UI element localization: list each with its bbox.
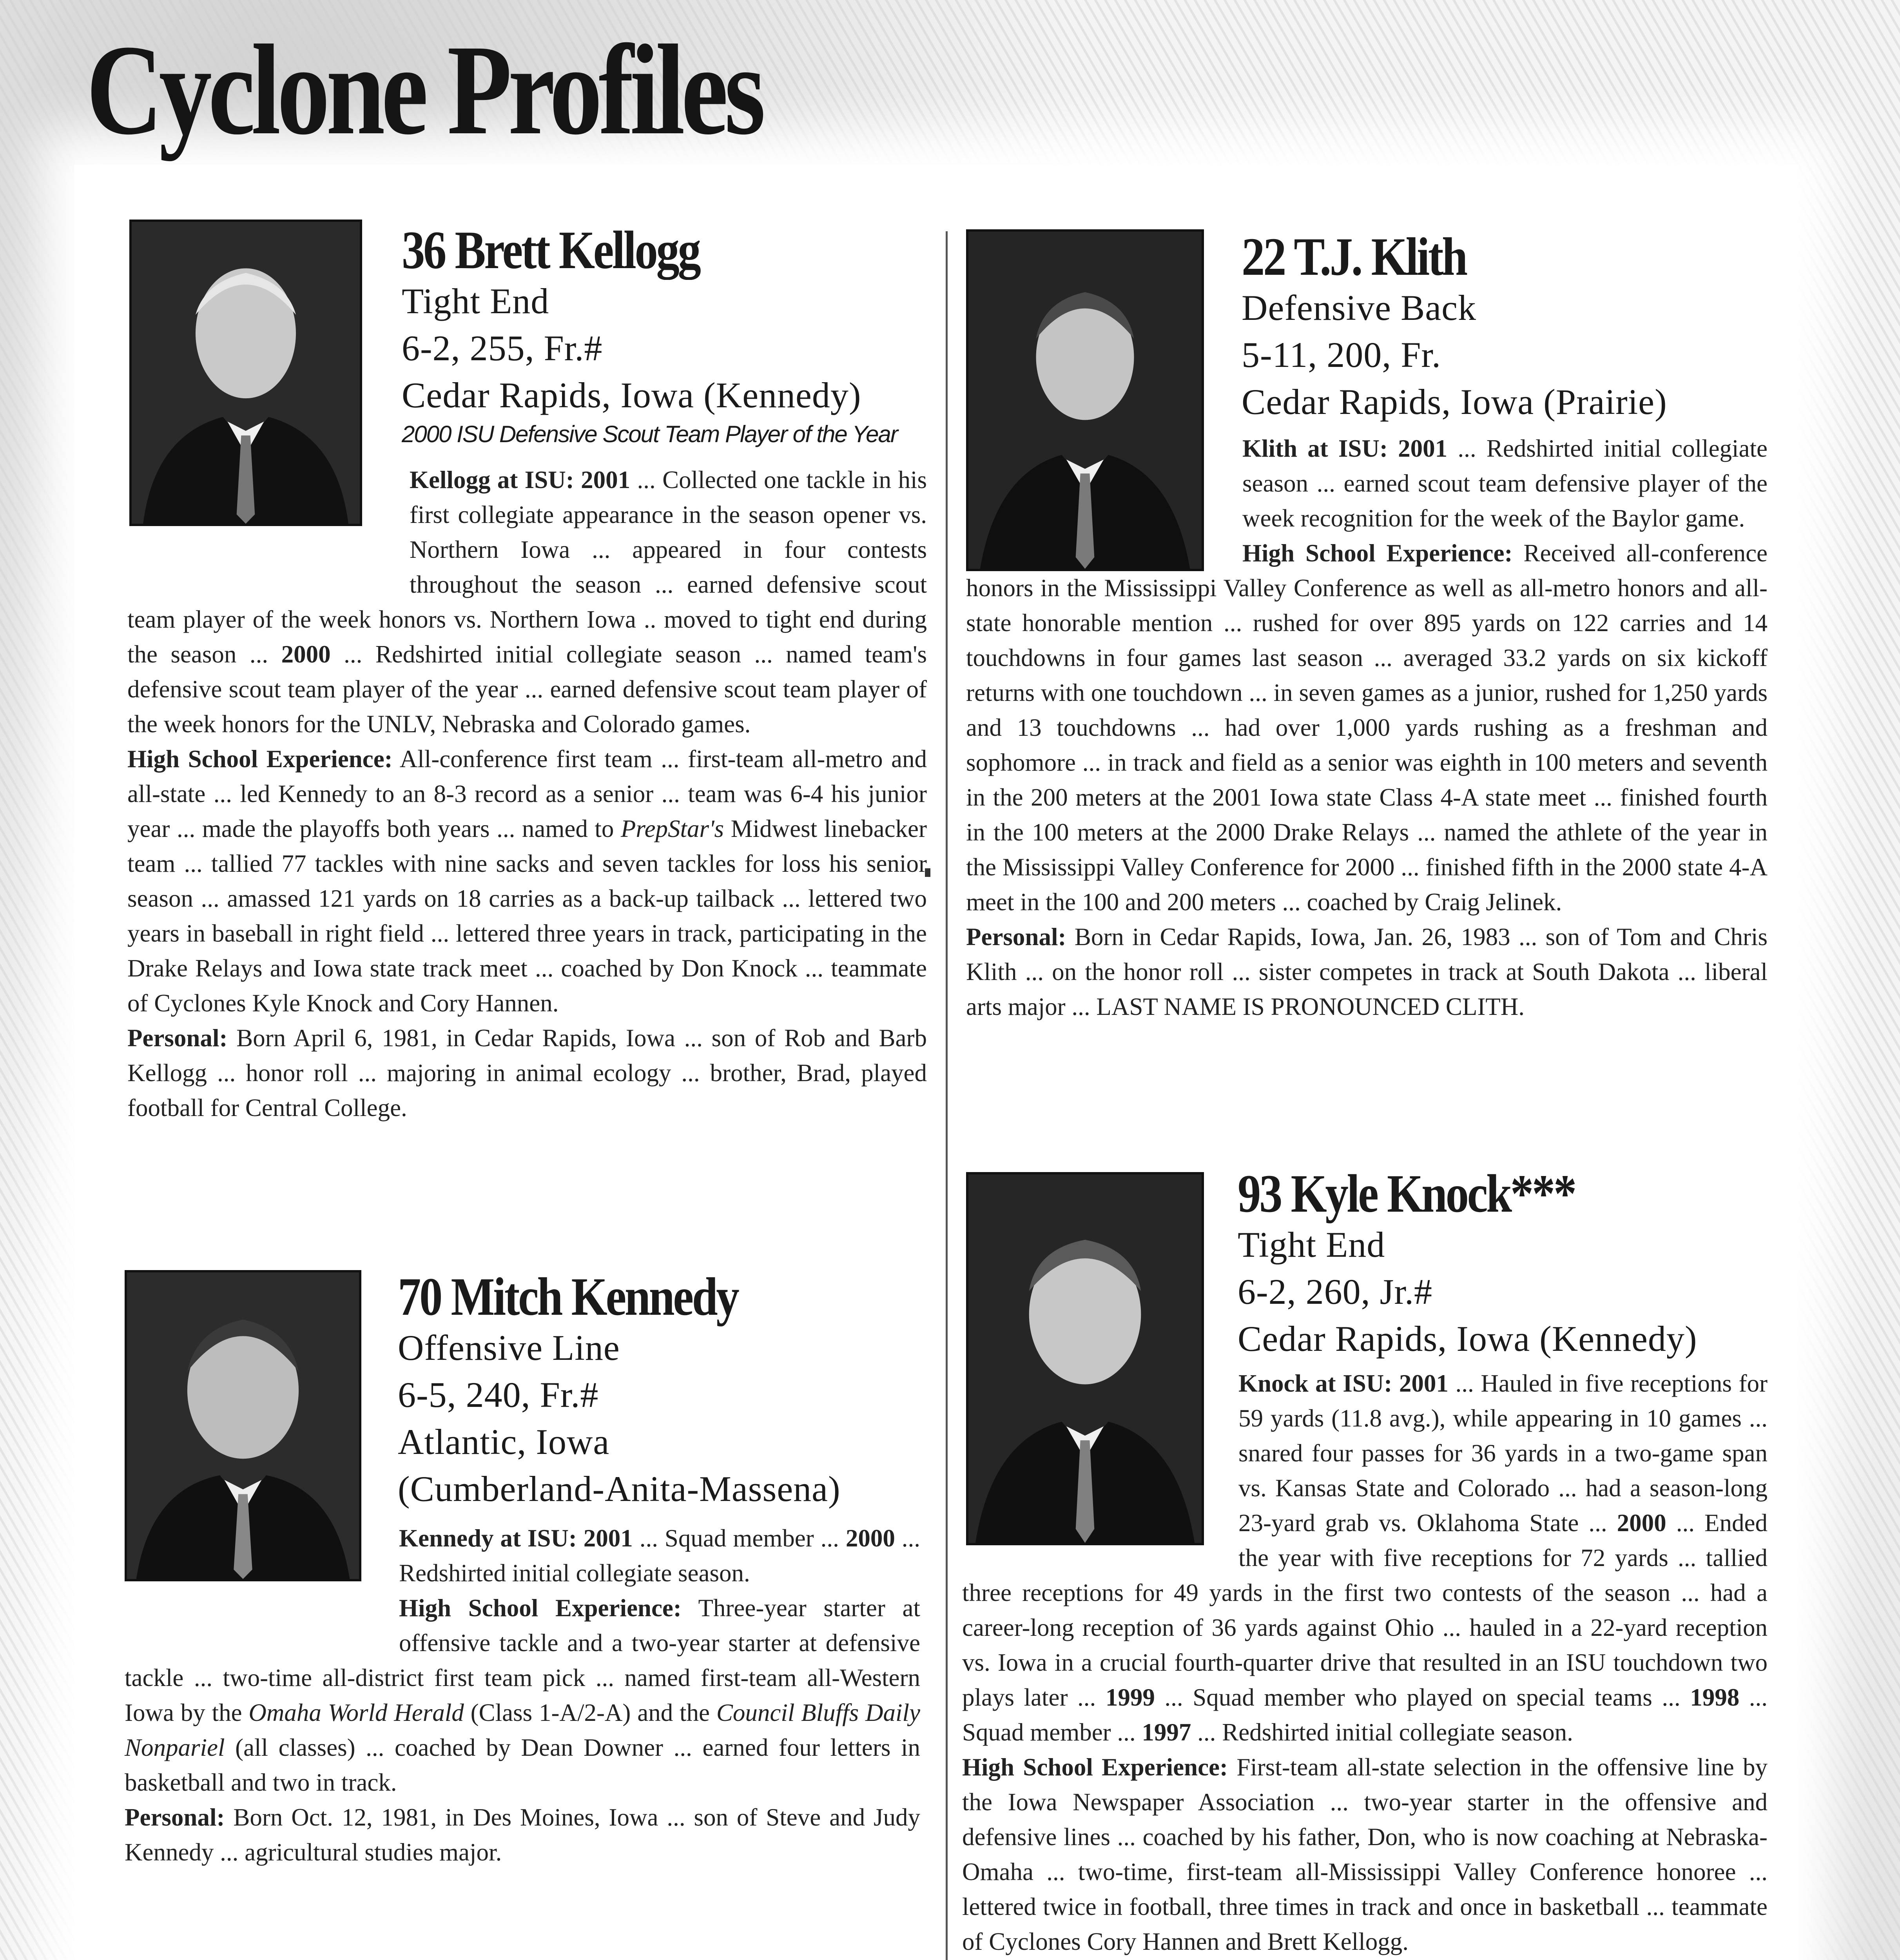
kennedy-hs-text: Three-year starter at offensive tackle and a two-year starter at defensive tackle ... two-time all-district first team pick ... named first-team all-Western Iowa by the	[125, 1594, 920, 1726]
knock-isu-year2: 2000	[1617, 1509, 1666, 1537]
kellogg-isu-text: ... Collected one tackle in his first collegiate appearance in the season opener vs. Northern Iowa ... appeared in four contests throughout the season ... earned defensive scout team player of the week honors vs. Northern Iowa .. moved to tight end during the season ...	[127, 466, 927, 668]
kennedy-hs-italic2: Council Bluffs Daily Nonpariel	[125, 1699, 920, 1761]
klith-personal-paragraph	[966, 920, 1768, 1024]
klith-hs-text: Received all-conference honors in the Mississippi Valley Conference as well as all-metro honors and all-state honorable mention ... rushed for over 895 yards on 122 carries and 14 touchdowns in four games last season ... averaged 33.2 yards on six kickoff returns with one touchdown ... in seven games as a junior, rushed for 1,250 yards and 13 touchdowns ... had over 1,000 yards rushing as a freshman and sophomore ... in track and field as a senior was eighth in 100 meters and seventh in the 200 meters at the 2001 Iowa state Class 4-A state meet ... finished fourth in the 100 meters at the 2000 Drake Relays ... named the athlete of the year in the Mississippi Valley Conference for 2000 ... finished fifth in the 2000 state 4-A meet in the 100 and 200 meters ... coached by Craig Jelinek.	[966, 539, 1768, 916]
kennedy-personal-label: Personal:	[125, 1804, 225, 1831]
knock-hs-paragraph	[962, 1750, 1768, 1959]
klith-size: 5-11, 200, Fr.	[1242, 335, 1441, 375]
kennedy-hs-label: High School Experience:	[399, 1594, 682, 1622]
knock-isu-label: Knock at ISU: 2001	[1238, 1370, 1449, 1397]
knock-header	[1238, 1163, 1697, 1362]
knock-hometown: Cedar Rapids, Iowa (Kennedy)	[1238, 1319, 1697, 1359]
knock-isu-year4: 1998	[1690, 1684, 1740, 1711]
kellogg-personal-text: Born April 6, 1981, in Cedar Rapids, Iowa ... son of Rob and Barb Kellogg ... honor roll ... majoring in animal ecology ... brother, Brad, played football for Central College.	[127, 1024, 927, 1122]
kennedy-isu-text2: ... Redshirted initial collegiate season.	[399, 1524, 920, 1587]
kennedy-personal-paragraph	[125, 1800, 920, 1870]
kennedy-personal-text: Born Oct. 12, 1981, in Des Moines, Iowa ... son of Steve and Judy Kennedy ... agricultural studies major.	[125, 1804, 920, 1866]
knock-isu-text5: ... Redshirted initial collegiate season.	[1191, 1719, 1573, 1746]
klith-hs-paragraph	[966, 536, 1768, 920]
kennedy-size: 6-5, 240, Fr.#	[398, 1375, 599, 1415]
page-title: Cyclone Profiles	[86, 18, 762, 162]
kellogg-isu-text2: ... Redshirted initial collegiate season ... named team's defensive scout team player of the year ... earned defensive scout team player of the week honors for the UNLV, Nebraska and Colorado games.	[127, 641, 927, 738]
kellogg-award: 2000 ISU Defensive Scout Team Player of the Year	[402, 421, 897, 447]
kellogg-name: 36 Brett Kellogg	[402, 220, 700, 280]
kennedy-name: 70 Mitch Kennedy	[398, 1267, 738, 1327]
klith-personal-label: Personal:	[966, 923, 1066, 951]
knock-isu-year5: 1997	[1142, 1719, 1191, 1746]
knock-isu-text: ... Hauled in five receptions for 59 yards (11.8 avg.), while appearing in 10 games ... snared four passes for 36 yards in a two-game span vs. Kansas State and Colorado ... had a season-long 23-yard grab vs. Oklahoma State ...	[1238, 1370, 1768, 1537]
kennedy-school: (Cumberland-Anita-Massena)	[398, 1469, 841, 1509]
klith-hometown: Cedar Rapids, Iowa (Prairie)	[1242, 382, 1667, 422]
klith-header	[1242, 229, 1667, 425]
kellogg-isu-label: Kellogg at ISU: 2001	[410, 466, 631, 494]
knock-isu-text4: ... Squad member ...	[962, 1684, 1768, 1746]
kennedy-hs-italic: Omaha World Herald	[248, 1699, 464, 1726]
knock-hs-text: First-team all-state selection in the offensive line by the Iowa Newspaper Association ... two-year starter in the offensive and defensive lines ... coached by his father, Don, who is now coaching at Nebraska-Omaha ... two-time, first-team all-Mississippi Valley Conference honoree ... lettered twice in football, three times in track and once in basketball ... teammate of Cyclones Cory Hannen and Brett Kellogg.	[962, 1753, 1768, 1955]
kennedy-hometown: Atlantic, Iowa	[398, 1422, 610, 1462]
klith-bio	[966, 431, 1768, 1024]
knock-position: Tight End	[1238, 1225, 1385, 1265]
kellogg-position: Tight End	[402, 281, 549, 321]
kellogg-isu-year: 2000	[281, 641, 331, 668]
kellogg-hs-italic: PrepStar's	[620, 815, 724, 842]
kennedy-isu-label: Kennedy at ISU: 2001	[399, 1524, 633, 1552]
kennedy-hs-text3: (all classes) ... coached by Dean Downer ... earned four letters in basketball and two in track.	[125, 1734, 920, 1796]
column-divider	[946, 231, 948, 1960]
kellogg-hs-paragraph	[127, 742, 927, 1021]
kellogg-hs-text: All-conference first team ... first-team all-metro and all-state ... led Kennedy to an 8-3 record as a senior ... team was 6-4 his junior year ... made the playoffs both years ... named to	[127, 745, 927, 842]
kellogg-hs-label: High School Experience:	[127, 745, 393, 773]
kellogg-header	[402, 220, 897, 450]
klith-personal-text: Born in Cedar Rapids, Iowa, Jan. 26, 1983 ... son of Tom and Chris Klith ... on the honor roll ... sister competes in track at South Dakota ... liberal arts major ... LAST NAME IS PRONOUNCED CLITH.	[966, 923, 1768, 1020]
kellogg-personal-paragraph	[127, 1021, 927, 1125]
klith-position: Defensive Back	[1242, 288, 1476, 328]
kennedy-header	[398, 1269, 841, 1512]
kennedy-isu-year: 2000	[845, 1524, 895, 1552]
knock-bio	[962, 1366, 1768, 1960]
kennedy-bio	[125, 1521, 920, 1870]
kellogg-hometown: Cedar Rapids, Iowa (Kennedy)	[402, 375, 861, 415]
kennedy-hs-text2: (Class 1-A/2-A) and the	[464, 1699, 716, 1726]
klith-isu-label: Klith at ISU: 2001	[1242, 435, 1448, 462]
klith-hs-label: High School Experience:	[1242, 539, 1513, 567]
kellogg-hs-text2: Midwest linebacker team ... tallied 77 tackles with nine sacks and seven tackles for loss his senior season ... amassed 121 yards on 18 carries as a back-up tailback ... lettered two years in baseball in right field ... lettered three years in track, participating in the Drake Relays and Iowa state track meet ... coached by Don Knock ... teammate of Cyclones Kyle Knock and Cory Hannen.	[127, 815, 927, 1017]
knock-isu-text2: ... Ended the year with five receptions for 72 yards ... tallied three receptions for 49 yards in the first two contests of the season ... had a career-long reception of 36 yards against Ohio ... hauled in a 22-yard reception vs. Iowa in a crucial fourth-quarter drive that resulted in an ISU touchdown two plays later ...	[962, 1509, 1768, 1711]
kellogg-personal-label: Personal:	[127, 1024, 228, 1052]
knock-size: 6-2, 260, Jr.#	[1238, 1272, 1432, 1312]
klith-name: 22 T.J. Klith	[1242, 227, 1466, 287]
knock-hs-label: High School Experience:	[962, 1753, 1228, 1781]
kellogg-size: 6-2, 255, Fr.#	[402, 328, 603, 368]
kellogg-bio	[127, 463, 927, 1125]
knock-name: 93 Kyle Knock***	[1238, 1163, 1575, 1223]
kennedy-position: Offensive Line	[398, 1328, 620, 1368]
kennedy-isu-text: ... Squad member ...	[633, 1524, 846, 1552]
klith-isu-text: ... Redshirted initial collegiate season ... earned scout team defensive player of the week recognition for the week of the Baylor game.	[1242, 435, 1768, 532]
knock-isu-text3: ... Squad member who played on special teams ...	[1155, 1684, 1690, 1711]
knock-isu-year3: 1999	[1105, 1684, 1155, 1711]
